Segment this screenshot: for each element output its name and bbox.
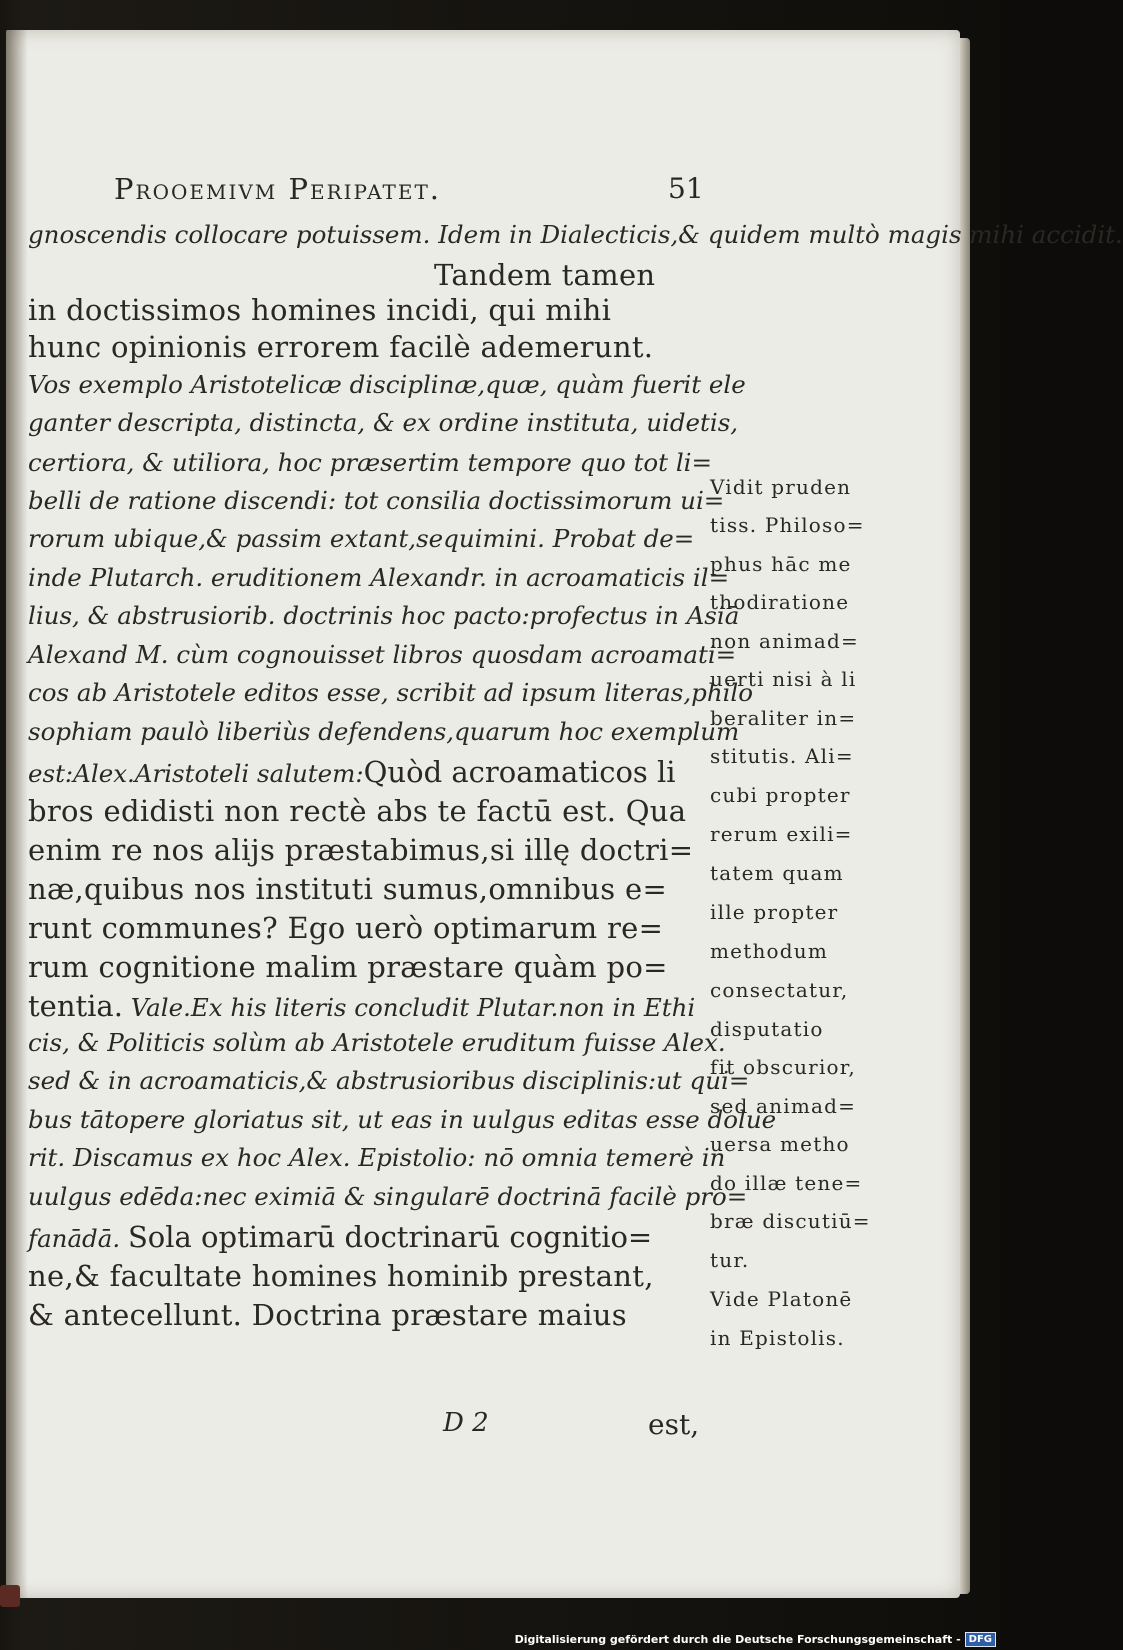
text-line: ne,& facultate homines hominib prestant, [28,1259,654,1293]
margin-note-line: uersa metho [710,1132,850,1156]
margin-note-line: thodiratione [710,590,850,614]
margin-note-line: phus hāc me [710,552,852,576]
text-line: cis, & Politicis solùm ab Aristotele eruditum fuisse Alex. [28,1028,726,1057]
text-line [28,1220,652,1256]
margin-note-line: bræ discutiū= [710,1209,871,1233]
digitization-credit [514,1630,996,1648]
text-line-italic: gnoscendis collocare potuissem. Idem in Dialecticis,& quidem multò magis mihi accidit. [28,220,1123,249]
margin-note-line: uerti nisi à li [710,667,857,691]
text-line: rorum ubique,& passim extant,sequimini. Probat de= [28,524,695,553]
text-line [28,989,695,1025]
text-line: bus tātopere gloriatus sit, ut eas in uulgus editas esse dolue [28,1105,777,1134]
margin-note-line: cubi propter [710,783,851,807]
margin-note-line: beraliter in= [710,706,857,730]
signature-mark: D 2 [443,1408,489,1438]
margin-note-line: disputatio [710,1017,824,1041]
text-line: in doctissimos homines incidi, qui mihi [28,293,612,327]
book-page [6,30,1123,1598]
margin-note-line: consectatur, [710,978,849,1002]
text-line: ganter descripta, distincta, & ex ordine instituta, uidetis, [28,408,739,437]
text-line [434,258,655,294]
text-line-italic: Vale.Ex his literis concludit Plutar.non in Ethi [130,993,696,1022]
text-line: Alexand M. cùm cognouisset libros quosdam acroamati= [28,640,737,669]
margin-note-line: sed animad= [710,1094,857,1118]
running-header: Prooemivm Peripatet. [114,172,442,206]
text-line [28,220,1123,256]
dfg-logo: DFG [965,1632,996,1647]
text-line: bros edidisti non rectè abs te factū est. Qua [28,794,687,828]
text-line [28,755,676,791]
text-line: certiora, & utiliora, hoc præsertim tempore quo tot li= [28,448,713,477]
folio-number: 51 [668,172,704,205]
text-line: inde Plutarch. eruditionem Alexandr. in acroamaticis il= [28,563,730,592]
text-line: hunc opinionis errorem facilè ademerunt. [28,330,654,364]
text-line-roman: tentia. [28,989,123,1023]
margin-note-line: methodum [710,939,829,963]
page-stain [0,1585,20,1607]
text-line-roman: Sola optimarū doctrinarū cognitio= [127,1220,653,1254]
text-line: belli de ratione discendi: tot consilia doctissimorum ui= [28,486,725,515]
spine-shadow [6,30,28,1598]
text-line-italic: est:Alex.Aristoteli salutem: [28,759,364,788]
margin-note-line: non animad= [710,629,860,653]
credit-text: Digitalisierung gefördert durch die Deutsche Forschungsgemeinschaft - [514,1632,961,1646]
margin-note-line: Vide Platonē [710,1287,853,1311]
margin-note-line: fit obscurior, [710,1055,856,1079]
page-edge [960,38,970,1594]
text-line: rit. Discamus ex hoc Alex. Epistolio: nō omnia temerè in [28,1143,726,1172]
margin-note-line: stitutis. Ali= [710,744,854,768]
margin-note-line: rerum exili= [710,822,853,846]
text-line: sed & in acroamaticis,& abstrusioribus disciplinis:ut qui= [28,1066,750,1095]
text-line: lius, & abstrusiorib. doctrinis hoc pacto:profectus in Asiā [28,601,740,630]
margin-note-line: do illæ tene= [710,1171,863,1195]
catchword: est, [648,1408,700,1441]
text-line: Vos exemplo Aristotelicæ disciplinæ,quæ, quàm fuerit ele [28,370,746,399]
text-line-roman: Quòd acroamaticos li [363,755,676,789]
text-line-italic: fanādā. [28,1224,121,1253]
text-line-roman: Tandem tamen [434,258,656,292]
text-line: enim re nos alijs præstabimus,si illę doctri= [28,833,694,867]
margin-note-line: tatem quam [710,861,844,885]
margin-note-line: tur. [710,1248,750,1272]
margin-note-line: tiss. Philoso= [710,513,865,537]
margin-note-line: in Epistolis. [710,1326,845,1350]
text-line: sophiam paulò liberiùs defendens,quarum hoc exemplum [28,717,740,746]
text-line: runt communes? Ego uerò optimarum re= [28,911,664,945]
margin-note-line: Vidit pruden [710,475,852,499]
text-line: uulgus edēda:nec eximiā & singularē doctrinā facilè pro= [28,1182,748,1211]
text-line: & antecellunt. Doctrina præstare maius [28,1298,627,1332]
text-line: cos ab Aristotele editos esse, scribit ad ipsum literas,philo [28,678,754,707]
text-line: næ,quibus nos instituti sumus,omnibus e= [28,872,668,906]
text-line: rum cognitione malim præstare quàm po= [28,950,668,984]
margin-note-line: ille propter [710,900,839,924]
